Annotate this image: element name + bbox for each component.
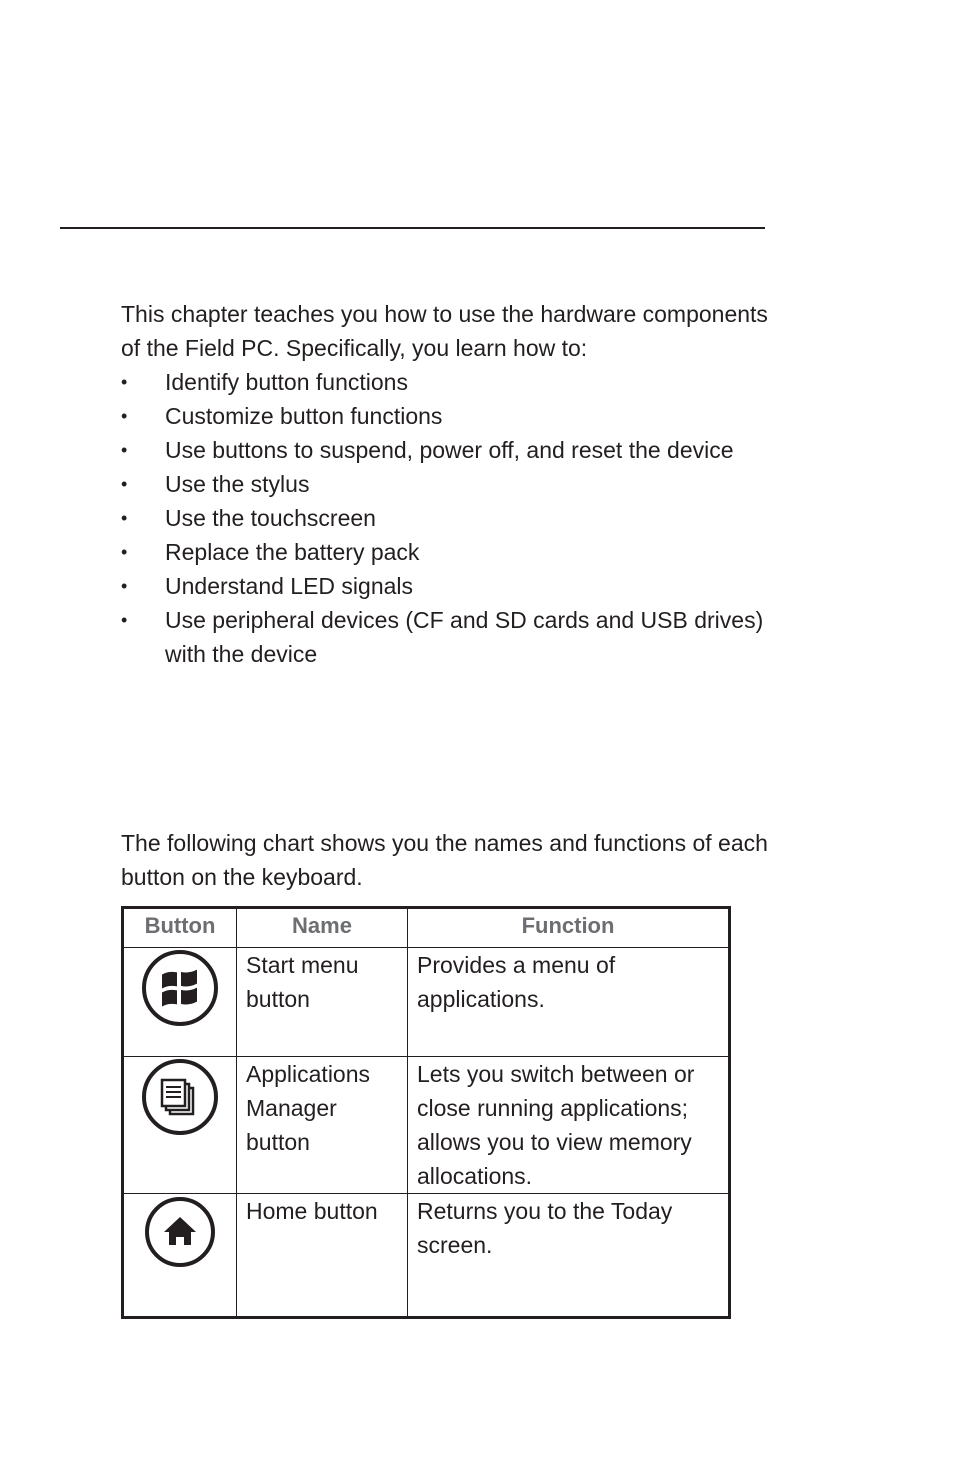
- topic-list: [121, 365, 771, 671]
- list-item: [121, 365, 771, 399]
- button-function: Lets you switch between or close running applications; allows you to view memory allocations.: [408, 1057, 730, 1194]
- bullet-glyph: •: [121, 474, 128, 494]
- header-name: Name: [237, 908, 408, 948]
- list-item-text: Use peripheral devices (CF and SD cards and USB drives) with the device: [165, 607, 764, 667]
- list-item: [121, 467, 771, 501]
- list-item-text: Customize button functions: [165, 403, 443, 429]
- button-name: Home button: [237, 1194, 408, 1318]
- list-item: [121, 501, 771, 535]
- button-table: [121, 906, 731, 1319]
- intro-paragraph: This chapter teaches you how to use the hardware components of the Field PC. Specifically, you learn how to:: [121, 301, 768, 361]
- list-item: [121, 535, 771, 569]
- bullet-glyph: •: [121, 508, 128, 528]
- button-name: Applications Manager button: [237, 1057, 408, 1194]
- bullet-glyph: •: [121, 576, 128, 596]
- list-item: [121, 603, 771, 671]
- table-row: [123, 1194, 730, 1318]
- chart-intro-paragraph: The following chart shows you the names and functions of each button on the keyboard.: [121, 830, 768, 890]
- list-item-text: Use buttons to suspend, power off, and reset the device: [165, 437, 734, 463]
- list-item: [121, 569, 771, 603]
- header-button: Button: [123, 908, 237, 948]
- button-function: Returns you to the Today screen.: [408, 1194, 730, 1318]
- bullet-glyph: •: [121, 440, 128, 460]
- bullet-glyph: •: [121, 542, 128, 562]
- list-item-text: Use the touchscreen: [165, 505, 376, 531]
- list-item: [121, 399, 771, 433]
- button-function: Provides a menu of applications.: [408, 948, 730, 1057]
- list-item-text: Identify button functions: [165, 369, 408, 395]
- bullet-glyph: •: [121, 372, 128, 392]
- icon-cell: [123, 948, 237, 1057]
- button-name: Start menu button: [237, 948, 408, 1057]
- home-icon: [142, 1194, 218, 1270]
- bullet-glyph: •: [121, 406, 128, 426]
- list-item-text: Understand LED signals: [165, 573, 414, 599]
- list-item-text: Replace the battery pack: [165, 539, 420, 565]
- stacked-windows-icon: [140, 1057, 220, 1137]
- icon-cell: [123, 1194, 237, 1318]
- header-rule: [60, 227, 765, 229]
- table-row: [123, 1057, 730, 1194]
- list-item-text: Use the stylus: [165, 471, 310, 497]
- header-function: Function: [408, 908, 730, 948]
- bullet-glyph: •: [121, 610, 128, 630]
- windows-start-icon: [140, 948, 220, 1028]
- icon-cell: [123, 1057, 237, 1194]
- table-row: [123, 948, 730, 1057]
- table-header-row: [123, 908, 730, 948]
- list-item: [121, 433, 771, 467]
